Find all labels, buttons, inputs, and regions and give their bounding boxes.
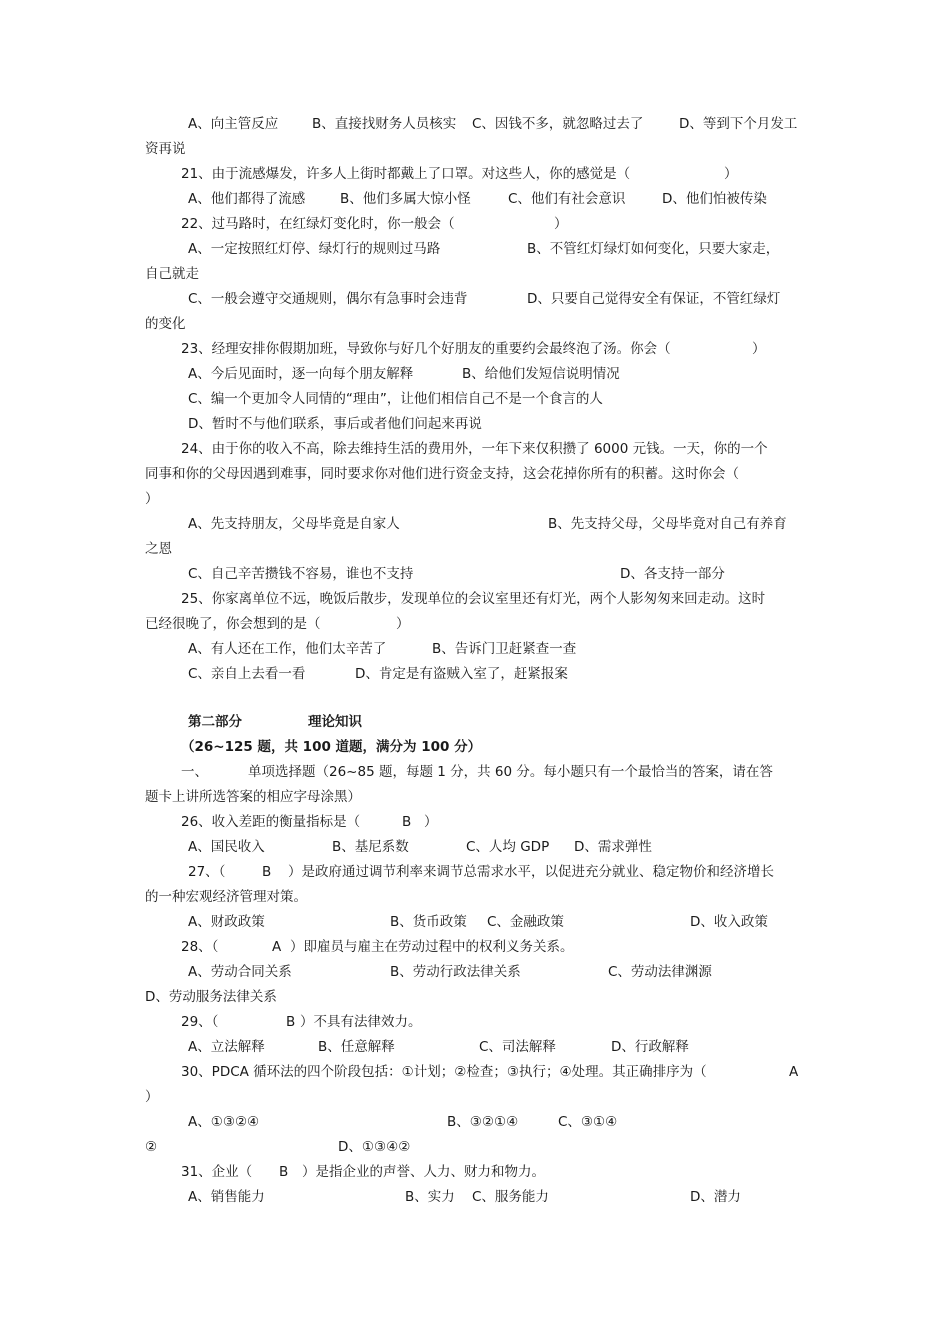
text-line	[0, 562, 950, 587]
text-segment: B、给他们发短信说明情况	[462, 366, 620, 382]
text-segment: ）是政府通过调节利率来调节总需求水平，以促进充分就业、稳定物价和经济增长	[288, 864, 774, 880]
text-segment: A、财政政策	[188, 914, 265, 930]
text-line	[0, 835, 950, 860]
text-line	[0, 735, 950, 760]
text-segment: B、先支持父母，父母毕竟对自己有养育	[548, 516, 787, 532]
text-line	[0, 810, 950, 835]
text-line	[0, 1010, 950, 1035]
text-segment: 31、企业（	[181, 1164, 253, 1180]
text-segment: 26、收入差距的衡量指标是（	[181, 814, 361, 830]
text-line	[0, 662, 950, 687]
text-segment: 之恩	[145, 541, 172, 557]
text-segment: B	[402, 814, 412, 830]
text-line	[0, 1035, 950, 1060]
text-segment: ）即雇员与雇主在劳动过程中的权利义务关系。	[290, 939, 574, 955]
text-segment: D、暂时不与他们联系，事后或者他们问起来再说	[188, 416, 482, 432]
text-segment: ）	[752, 341, 766, 357]
text-segment: D、他们怕被传染	[662, 191, 767, 207]
text-segment: 已经很晚了，你会想到的是（	[145, 616, 321, 632]
text-line	[0, 387, 950, 412]
text-segment: 22、过马路时，在红绿灯变化时，你一般会（	[181, 216, 455, 232]
text-segment: ）	[145, 491, 159, 507]
text-segment: A、一定按照红灯停、绿灯行的规则过马路	[188, 241, 441, 257]
text-line	[0, 462, 950, 487]
text-line	[0, 1110, 950, 1135]
text-segment: C、自己辛苦攒钱不容易，谁也不支持	[188, 566, 414, 582]
text-segment: A、立法解释	[188, 1039, 265, 1055]
text-segment: B、直接找财务人员核实	[312, 116, 457, 132]
text-line	[0, 960, 950, 985]
text-segment: 28、（	[181, 939, 219, 955]
text-segment: B、告诉门卫赶紧查一查	[432, 641, 577, 657]
text-segment: ②	[145, 1139, 158, 1155]
text-line	[0, 312, 950, 337]
text-segment: 24、由于你的收入不高，除去维持生活的费用外，一年下来仅积攒了 6000 元钱。一天，你的一个	[181, 441, 768, 457]
text-segment: D、等到下个月发工	[679, 116, 798, 132]
text-segment: D、只要自己觉得安全有保证，不管红绿灯	[527, 291, 781, 307]
text-segment: 的一种宏观经济管理对策。	[145, 889, 307, 905]
text-line	[0, 860, 950, 885]
text-segment: A、向主管反应	[188, 116, 279, 132]
text-segment: ）	[145, 1089, 159, 1105]
text-line	[0, 637, 950, 662]
text-segment: B	[262, 864, 272, 880]
text-segment: 23、经理安排你假期加班，导致你与好几个好朋友的重要约会最终泡了汤。你会（	[181, 341, 671, 357]
text-segment: A、国民收入	[188, 839, 265, 855]
text-line	[0, 112, 950, 137]
text-line	[0, 910, 950, 935]
text-segment: A、①③②④	[188, 1114, 260, 1130]
text-line	[0, 162, 950, 187]
text-segment: 同事和你的父母因遇到难事，同时要求你对他们进行资金支持，这会花掉你所有的积蓄。这时你会（	[145, 466, 739, 482]
text-segment: B、基尼系数	[332, 839, 409, 855]
text-line	[0, 362, 950, 387]
text-line	[0, 187, 950, 212]
text-line	[0, 1060, 950, 1085]
text-line	[0, 437, 950, 462]
text-segment: 29、（	[181, 1014, 219, 1030]
text-segment: B、不管红灯绿灯如何变化，只要大家走，	[527, 241, 780, 257]
text-line	[0, 487, 950, 512]
text-segment: 资再说	[145, 141, 186, 157]
text-segment: D、各支持一部分	[620, 566, 725, 582]
text-segment: 的变化	[145, 316, 186, 332]
text-segment: B	[279, 1164, 289, 1180]
text-line	[0, 1085, 950, 1110]
text-line	[0, 137, 950, 162]
text-segment: D、需求弹性	[574, 839, 652, 855]
text-line	[0, 1135, 950, 1160]
text-segment: A、劳动合同关系	[188, 964, 292, 980]
text-segment: 单项选择题（26~85 题，每题 1 分，共 60 分。每小题只有一个最恰当的答案，请在答	[248, 764, 773, 780]
text-line	[0, 287, 950, 312]
text-segment: C、因钱不多，就忽略过去了	[472, 116, 644, 132]
text-segment: ）不具有法律效力。	[300, 1014, 422, 1030]
text-line	[0, 262, 950, 287]
text-segment: ）	[424, 814, 438, 830]
text-segment: ）	[554, 216, 568, 232]
text-segment: C、司法解释	[479, 1039, 556, 1055]
text-segment: 21、由于流感爆发，许多人上街时都戴上了口罩。对这些人，你的感觉是（	[181, 166, 631, 182]
text-line	[0, 785, 950, 810]
text-segment: C、人均 GDP	[466, 839, 550, 855]
text-line	[0, 512, 950, 537]
text-segment: D、①③④②	[338, 1139, 411, 1155]
text-segment: 自己就走	[145, 266, 199, 282]
text-segment: C、③①④	[558, 1114, 618, 1130]
text-segment: D、潜力	[690, 1189, 741, 1205]
text-segment: C、一般会遵守交通规则，偶尔有急事时会违背	[188, 291, 468, 307]
text-line	[0, 885, 950, 910]
text-line	[0, 935, 950, 960]
text-segment: D、劳动服务法律关系	[145, 989, 277, 1005]
text-segment: 理论知识	[308, 714, 362, 730]
text-segment: C、他们有社会意识	[508, 191, 626, 207]
text-segment: D、收入政策	[690, 914, 768, 930]
text-line	[0, 710, 950, 735]
text-segment: 25、你家离单位不远，晚饭后散步，发现单位的会议室里还有灯光，两个人影匆匆来回走动。这时	[181, 591, 766, 607]
text-segment: B、任意解释	[318, 1039, 395, 1055]
text-segment: D、行政解释	[611, 1039, 689, 1055]
text-line	[0, 760, 950, 785]
text-line	[0, 212, 950, 237]
text-segment: B	[286, 1014, 296, 1030]
text-segment: ）	[396, 616, 410, 632]
text-segment: 一、	[181, 764, 208, 780]
text-segment: C、服务能力	[472, 1189, 549, 1205]
text-line	[0, 537, 950, 562]
text-segment: A、有人还在工作，他们太辛苦了	[188, 641, 387, 657]
text-segment: C、亲自上去看一看	[188, 666, 306, 682]
text-line	[0, 985, 950, 1010]
text-segment: A、先支持朋友，父母毕竟是自家人	[188, 516, 400, 532]
text-segment: A	[272, 939, 282, 955]
text-line	[0, 337, 950, 362]
text-segment: 题卡上讲所选答案的相应字母涂黑）	[145, 789, 361, 805]
text-segment: （26~125 题，共 100 道题，满分为 100 分）	[181, 739, 482, 755]
text-segment: B、劳动行政法律关系	[390, 964, 521, 980]
text-segment: D、肯定是有盗贼入室了，赶紧报案	[355, 666, 568, 682]
text-segment: C、劳动法律渊源	[608, 964, 712, 980]
text-segment: A、今后见面时，逐一向每个朋友解释	[188, 366, 414, 382]
text-line	[0, 1185, 950, 1210]
text-segment: A、他们都得了流感	[188, 191, 306, 207]
text-segment: C、编一个更加令人同情的“理由”，让他们相信自己不是一个食言的人	[188, 391, 603, 407]
text-segment: ）	[724, 166, 738, 182]
text-segment: B、实力	[405, 1189, 455, 1205]
text-segment: B、他们多属大惊小怪	[340, 191, 471, 207]
text-segment: 27、（	[188, 864, 226, 880]
text-segment: C、金融政策	[487, 914, 564, 930]
text-line	[0, 412, 950, 437]
text-segment: B、③②①④	[447, 1114, 519, 1130]
text-line	[0, 1160, 950, 1185]
text-segment: ）是指企业的声誉、人力、财力和物力。	[302, 1164, 545, 1180]
text-segment: B、货币政策	[390, 914, 467, 930]
text-segment: A、销售能力	[188, 1189, 265, 1205]
text-segment: 第二部分	[188, 714, 242, 730]
text-segment: A	[789, 1064, 799, 1080]
text-line	[0, 237, 950, 262]
text-line	[0, 612, 950, 637]
text-segment: 30、PDCA 循环法的四个阶段包括：①计划；②检查；③执行；④处理。其正确排序为（	[181, 1064, 707, 1080]
text-line	[0, 587, 950, 612]
